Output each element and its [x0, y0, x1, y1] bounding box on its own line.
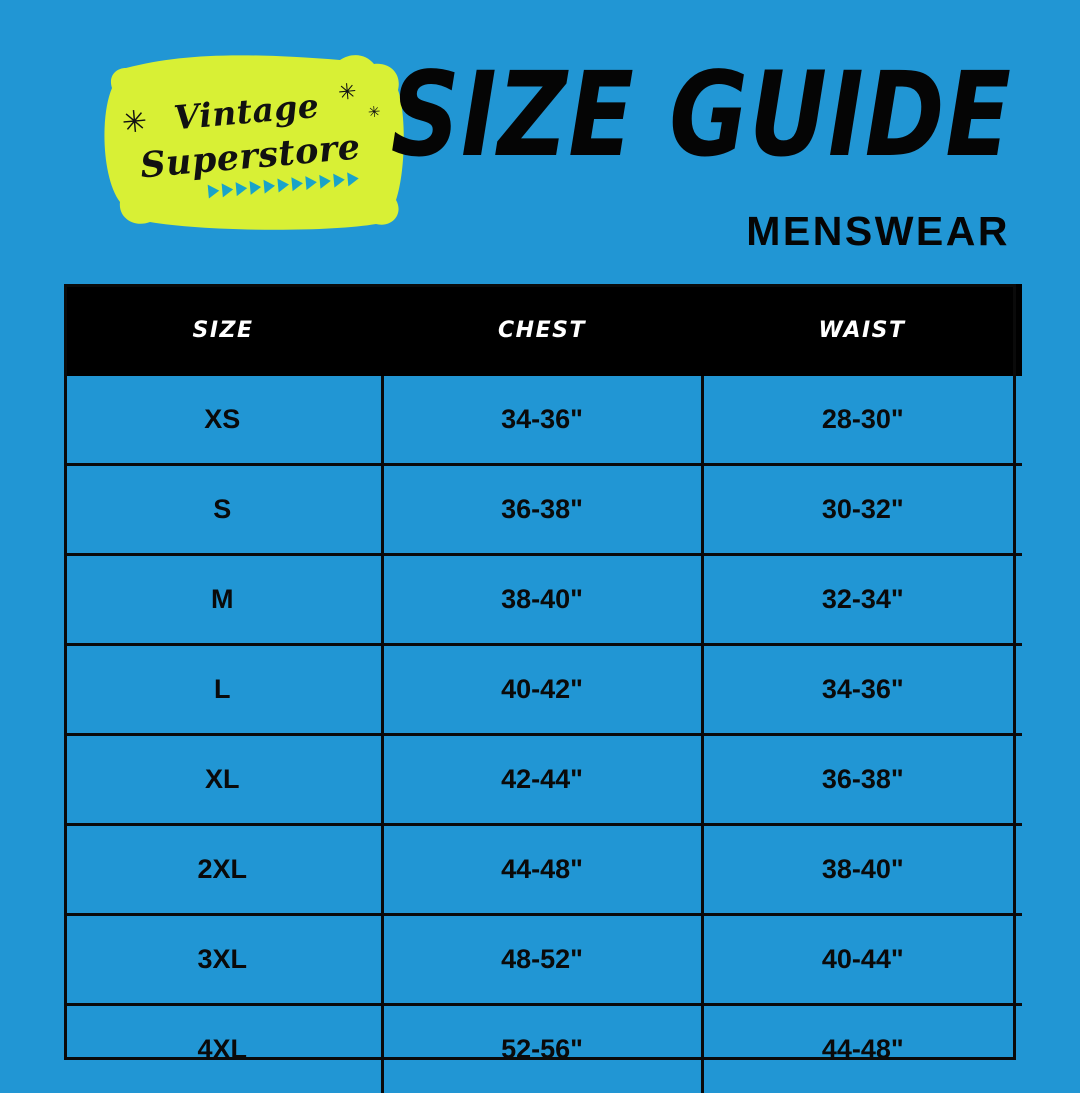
- cell-chest: 52-56": [382, 1005, 702, 1093]
- table-row: [64, 825, 1022, 915]
- size-table: [64, 284, 1022, 1093]
- cell-chest: 40-42": [382, 645, 702, 735]
- cell-size: 3XL: [64, 915, 382, 1005]
- column-header-waist: WAIST: [702, 284, 1022, 376]
- cell-size: M: [64, 555, 382, 645]
- cell-chest: 38-40": [382, 555, 702, 645]
- cell-size: XS: [64, 376, 382, 465]
- cell-chest: 42-44": [382, 735, 702, 825]
- table-row: [64, 465, 1022, 555]
- logo-text: [83, 36, 416, 245]
- cell-waist: 36-38": [702, 735, 1022, 825]
- sparkle-icon: ✳: [337, 80, 357, 104]
- cell-size: L: [64, 645, 382, 735]
- cell-waist: 38-40": [702, 825, 1022, 915]
- table-row: [64, 376, 1022, 465]
- table-row: [64, 555, 1022, 645]
- cell-size: XL: [64, 735, 382, 825]
- cell-chest: 44-48": [382, 825, 702, 915]
- page-title: SIZE GUIDE: [391, 56, 1012, 173]
- cell-chest: 36-38": [382, 465, 702, 555]
- cell-waist: 44-48": [702, 1005, 1022, 1093]
- logo-line-1: Vintage: [86, 78, 406, 145]
- cell-waist: 34-36": [702, 645, 1022, 735]
- table-row: [64, 645, 1022, 735]
- size-table-wrapper: [64, 284, 1016, 1093]
- cell-size: S: [64, 465, 382, 555]
- table-row: [64, 735, 1022, 825]
- cell-waist: 30-32": [702, 465, 1022, 555]
- column-header-chest: CHEST: [382, 284, 702, 376]
- size-table-head: [64, 284, 1022, 376]
- cell-waist: 32-34": [702, 555, 1022, 645]
- cell-size: 4XL: [64, 1005, 382, 1093]
- cell-waist: 40-44": [702, 915, 1022, 1005]
- cell-chest: 48-52": [382, 915, 702, 1005]
- sparkle-icon: ✳: [367, 104, 381, 120]
- brand-logo-badge: [90, 50, 408, 232]
- page-subtitle: MENSWEAR: [746, 208, 1010, 255]
- cell-chest: 34-36": [382, 376, 702, 465]
- cell-size: 2XL: [64, 825, 382, 915]
- logo-line-2: Superstore: [90, 122, 410, 191]
- cell-waist: 28-30": [702, 376, 1022, 465]
- size-table-body: [64, 376, 1022, 1093]
- sparkle-icon: ✳: [121, 107, 149, 139]
- table-header-row: [64, 284, 1022, 376]
- column-header-size: SIZE: [64, 284, 382, 376]
- table-row: [64, 915, 1022, 1005]
